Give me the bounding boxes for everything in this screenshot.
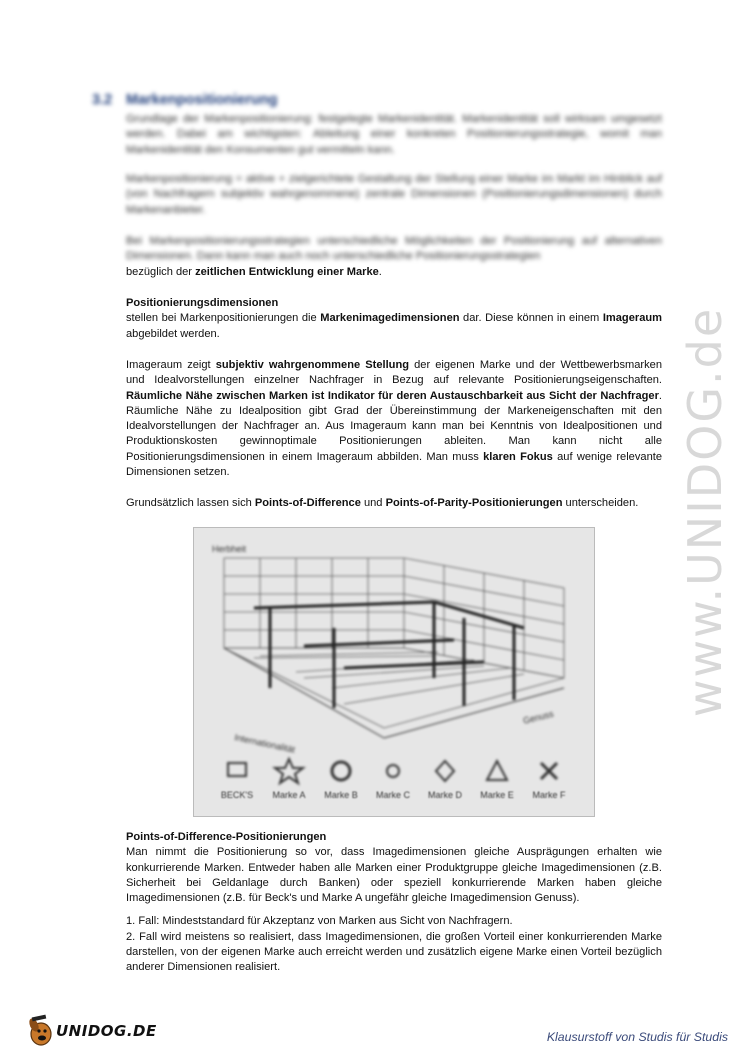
pod-body: Man nimmt die Positionierung so vor, dass Imagedimensionen gleiche Ausprägungen erhalten wie konkurrierende Marken. Entweder haben alle Marken einer Produktgruppe gleiche Imagedimensionen (z.B. Sicherheit bei Geldanlage durch Banken) oder speziell konkurrierende Marken haben gleiche Imagedimensionen (z.B. für Beck's und Marke A ungefähr gleiche Imagedimension Genuss). [126,846,662,905]
paragraph-grundsaetzlich [126,496,662,511]
star-icon [262,756,316,786]
paragraph-points-of-difference [126,830,662,976]
logo-text: UNIDOG.DE [56,1022,157,1040]
cross-icon [522,756,576,786]
figure-legend [204,756,584,808]
bold-segment: Räumliche Nähe zwischen Marken ist Indikator für deren Austauschbarkeit aus Sicht der Nachfrager [126,389,659,402]
text-segment: der eigenen Marke und der Wettbewerbsmarken und Idealvorstellungen einzelner Nachfrager in Bezug auf relevante Positionierungseigenschaften. [126,359,662,387]
dog-mascot-icon [26,1014,58,1048]
ring-icon [314,756,368,786]
legend-label: Marke D [427,790,462,800]
legend-label: Marke C [375,790,410,800]
text-segment: auf wenige relevante Dimensionen setzen. [126,450,662,479]
footer-tagline: Klausurstoff von Studis für Studis [546,1030,728,1044]
square-icon [210,756,264,786]
imageraum-figure [193,527,595,817]
text-segment: stellen bei Markenpositionierungen die [126,312,321,325]
text-segment: abgebildet werden. [126,327,220,340]
grid-line [254,656,434,658]
footer-logo[interactable] [26,1014,157,1053]
legend-label: Marke A [272,790,306,800]
circle-icon [366,756,420,786]
subheading-positionierungsdimensionen: Positionierungsdimensionen [126,297,279,309]
position-bar [304,640,454,646]
legend-label: BECK'S [220,790,254,800]
bold-segment: Markenimagedimensionen [320,312,460,325]
axis-label-vertical: Herbheit [212,544,247,554]
text-segment: Imageraum zeigt [126,359,216,371]
legend-label: Marke F [532,790,566,800]
paragraph-imageraum [126,358,662,480]
pod-fall-2: 2. Fall wird meistens so realisiert, dass Imagedimensionen, die großen Vorteil einer konkurrierenden Marke darstellen, von der eigenen Marke auch erreicht werden und zusätzlich eigene Marke einen Vorteil bezüglich anderer Dimensionen realisiert. [126,930,662,974]
paragraph-strategies-end: . [378,265,382,278]
paragraph-intro-blurred: Grundlage der Markenpositionierung: festgelegte Markenidentität. Markenidentität soll wirksam umgesetzt werden. Dabei am wichtigsten: Ableitung einer konkreten Positionierungsstrategie, womit man Markenidentität den Konsumenten gut vermitteln kann. [126,113,662,156]
position-bar [254,602,434,608]
paragraph-strategies [126,234,662,280]
section-title: Markenpositionierung [126,92,278,108]
bold-segment: Points-of-Difference [254,497,361,509]
grid-line [332,668,510,688]
subheading-points-of-difference: Points-of-Difference-Positionierungen [126,831,327,843]
section-number: 3.2 [92,92,113,108]
text-segment: und [360,497,386,509]
triangle-icon [470,756,524,786]
pod-fall-1: 1. Fall: Mindeststandard für Akzeptanz von Marken aus Sicht von Nachfragern. [126,915,513,928]
bold-segment: Imageraum [602,312,663,325]
grid-line [304,666,484,678]
bold-segment: klaren Fokus [483,450,553,463]
axis-internationalitaet [224,648,384,738]
paragraph-positionierungsdimensionen [126,296,662,342]
paragraph-strategies-text: bezüglich der [126,265,196,278]
text-segment: unterscheiden. [562,497,639,509]
paragraph-strategies-bold: zeitlichen Entwicklung einer Marke [195,265,379,278]
position-bar [434,602,524,628]
axis-label-right: Genuss [522,708,555,726]
text-segment: dar. Diese können in einem [459,312,603,325]
legend-label: Marke B [324,790,358,800]
watermark-text: www.UNIDOG.de [678,306,732,718]
text-segment: . Räumliche Nähe zu Idealposition gibt Grad der Übereinstimmung der Markeneigenschaften mit den Idealvorstellungen der Nachfrager an. Aus Imageraum kann man bei Kenntnis von Idealpositionen und Produktionskosten gewinnoptimale Positionierungen ableiten. Man kann nicht alle Positionierungsdimensionen in einem Imageraum abbilden. Man muss [126,389,662,463]
bold-segment: subjektiv wahrgenommene Stellung [215,359,410,371]
watermark [670,270,740,740]
paragraph-definition-blurred: Markenpositionierung = aktive + zielgerichtete Gestaltung der Stellung einer Marke im Markt im Hinblick auf (von Nachfragern subjektiv wahrgenommene) zentrale Dimensionen (Positionierungsdimensionen) durch Markenanbieter. [126,173,662,216]
text-segment: Grundsätzlich lassen sich [126,497,255,509]
grid-line [260,652,438,656]
axis-label-left: Internationalität [233,732,296,755]
diamond-icon [418,756,472,786]
grid-line [344,674,524,704]
section-heading [92,92,277,108]
bold-segment: Points-of-Parity-Positionierungen [385,497,563,509]
paragraph-strategies-blurred: Bei Markenpositionierungsstrategien unterschiedliche Möglichkeiten der Positionierung auf alternativen Dimensionen. Dann kann man auch noch unterschiedliche Positionierungsstrategien [126,235,662,263]
legend-label: Marke E [480,790,514,800]
